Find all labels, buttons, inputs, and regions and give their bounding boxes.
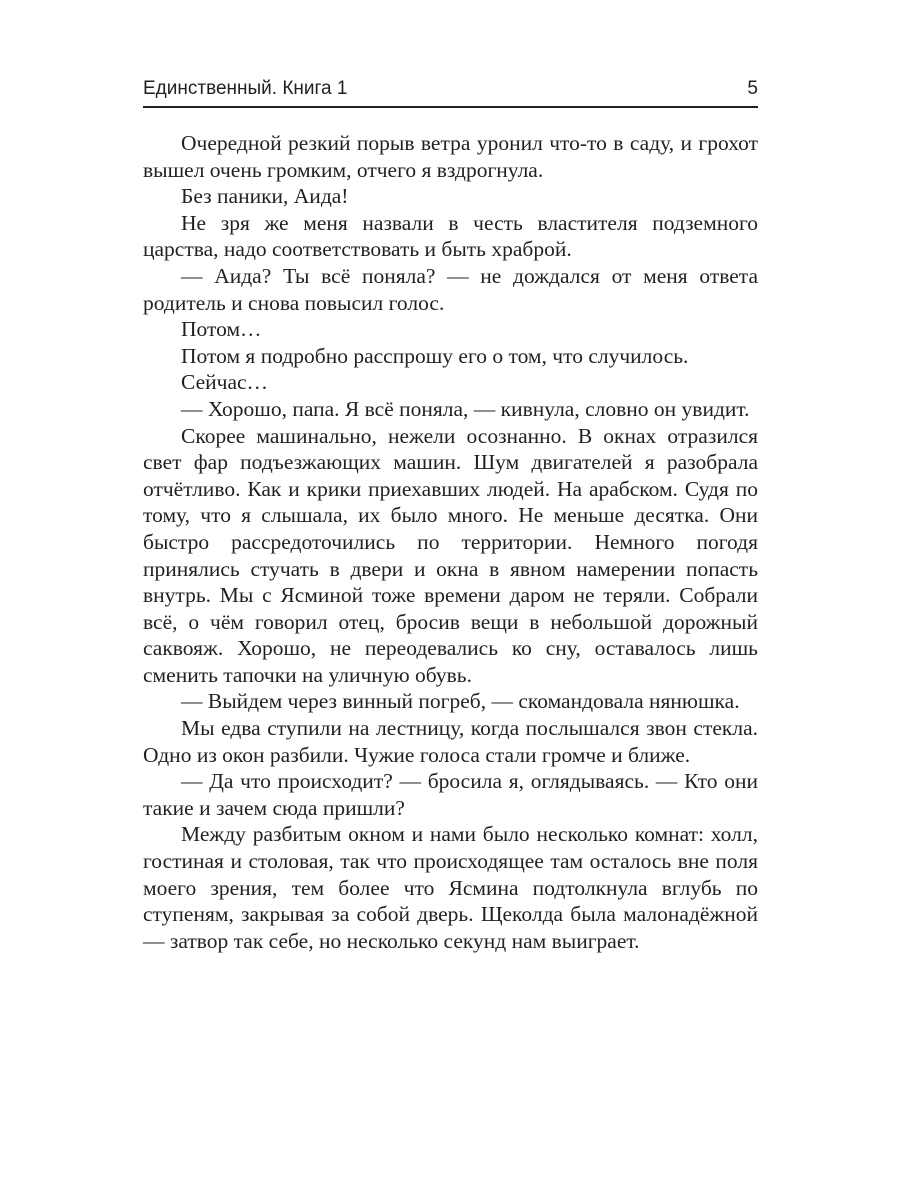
paragraph: — Выйдем через винный погреб, — скомандовала нянюшка.	[181, 689, 740, 714]
page-number: 5	[747, 78, 758, 99]
paragraph: Между разбитым окном и нами было несколько комнат: холл, гостиная и столовая, так что происходящее там осталось вне поля моего зрения, тем более что Ясмина подтолкнула вглубь по ступеням, закрывая за собой дверь. Щеколда была малонадёжной — затвор так себе, но несколько секунд нам выиграет.	[143, 822, 758, 953]
paragraph: — Аида? Ты всё поняла? — не дождался от меня ответа родитель и снова повысил голос.	[143, 263, 758, 315]
paragraph: Потом я подробно расспрошу его о том, что случилось.	[181, 343, 689, 368]
body-text	[143, 130, 758, 954]
paragraph: Мы едва ступили на лестницу, когда послышался звон стекла. Одно из окон разбили. Чужие голоса стали громче и ближе.	[143, 716, 758, 767]
running-title: Единственный. Книга 1	[143, 78, 348, 99]
paragraph: — Да что происходит? — бросила я, оглядываясь. — Кто они такие и зачем сюда пришли?	[143, 769, 758, 820]
paragraph: Скорее машинально, нежели осознанно. В окнах отразился свет фар подъезжающих машин. Шум двигателей я разобрала отчётливо. Как и крики приехавших людей. На арабском. Судя по тому, что я слышала, их было много. Не меньше десятка. Они быстро рассредоточились по территории. Немного погодя принялись стучать в двери и окна в явном намерении попасть внутрь. Мы с Ясминой тоже времени даром не теряли. Собрали всё, о чём говорил отец, бросив вещи в небольшой дорожный саквояж. Хорошо, не переодевались ко сну, оставалось лишь сменить тапочки на уличную обувь.	[143, 423, 758, 687]
running-header	[143, 74, 758, 104]
paragraph: Очередной резкий порыв ветра уронил что-то в саду, и грохот вышел очень громким, отчего я вздрогнула.	[143, 131, 758, 182]
paragraph: Не зря же меня назвали в честь властителя подземного царства, надо соответствовать и быть храброй.	[143, 210, 758, 262]
paragraph: Потом…	[181, 317, 262, 342]
paragraph: Без паники, Аида!	[181, 184, 349, 209]
paragraph: — Хорошо, папа. Я всё поняла, — кивнула, словно он увидит.	[181, 396, 750, 421]
paragraph: Сейчас…	[181, 370, 269, 395]
header-rule	[143, 106, 758, 108]
